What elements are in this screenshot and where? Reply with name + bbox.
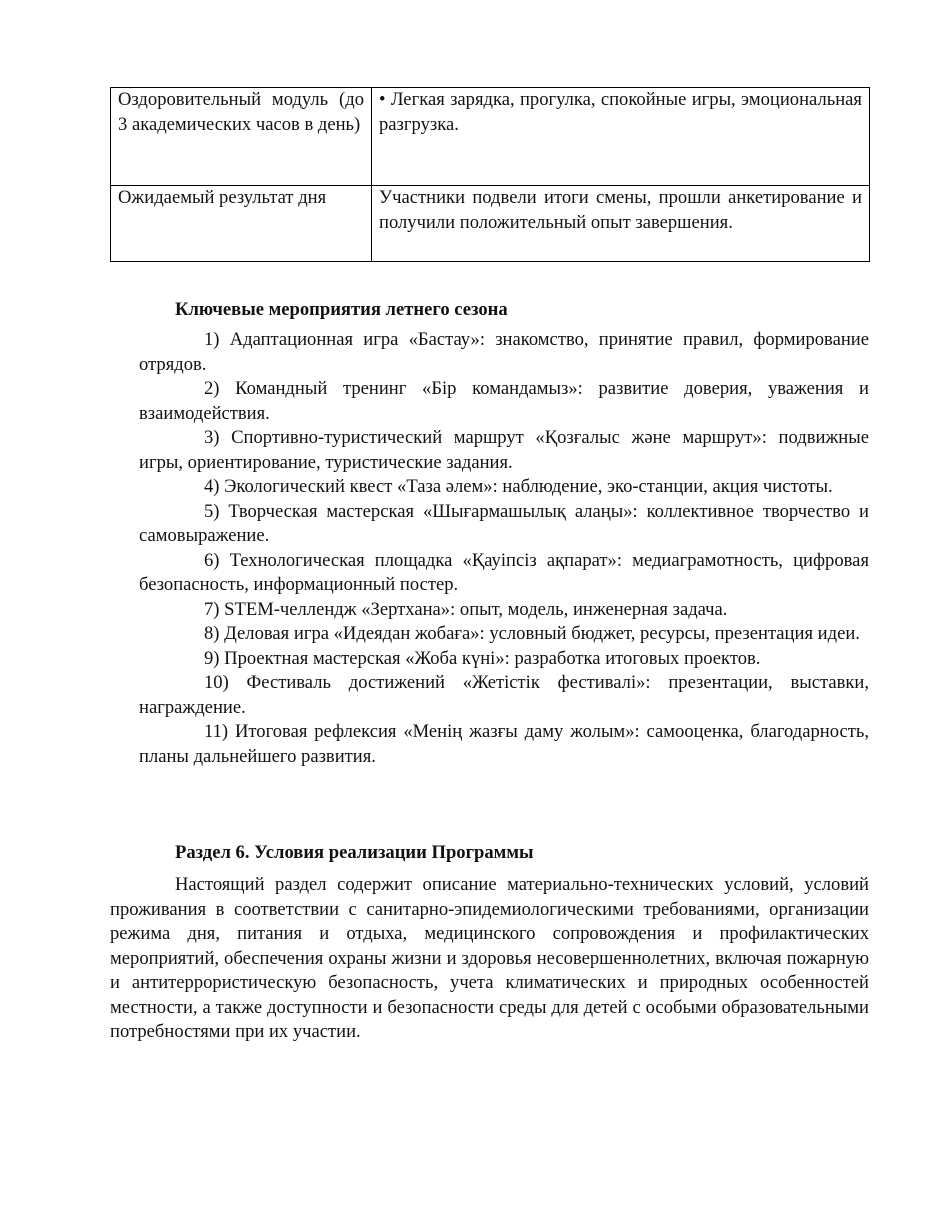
events-heading: Ключевые мероприятия летнего сезона [175,299,508,320]
expected-result-label: Ожидаемый результат дня [118,187,327,208]
health-module-label: Оздоровительный модуль (до 3 академических часов в день) [118,89,364,135]
list-item: 5) Творческая мастерская «Шығармашылық алаңы»: коллективное творчество и самовыражение. [139,500,869,546]
list-item: 1) Адаптационная игра «Бастау»: знакомство, принятие правил, формирование отрядов. [139,329,869,375]
list-item: 8) Деловая игра «Идеядан жобаға»: условный бюджет, ресурсы, презентация идеи. [204,623,860,644]
schedule-table [110,87,870,262]
table-row [111,88,870,186]
table-cell-label [111,88,372,186]
health-module-content: • Легкая зарядка, прогулка, спокойные игры, эмоциональная разгрузка. [379,89,862,135]
section6-heading: Раздел 6. Условия реализации Программы [175,842,534,863]
list-item: 7) STEM-челлендж «Зертхана»: опыт, модель, инженерная задача. [204,598,728,620]
table-cell-content [372,88,870,186]
list-item: 3) Спортивно-туристический маршрут «Қозғалыс және маршрут»: подвижные игры, ориентирование, туристические задания. [139,427,869,473]
section6-paragraph: Настоящий раздел содержит описание материально-технических условий, условий проживания в соответствии с санитарно-эпидемиологическими требованиями, организации режима дня, питания и отдыха, медицинского сопровождения и профилактических мероприятий, обеспечения охраны жизни и здоровья несовершеннолетних, включая пожарную и антитеррористическую безопасность, учета климатических и природных особенностей местности, а также доступности и безопасности среды для детей с особыми образовательными потребностями при их участии. [110,874,869,1042]
list-item: 10) Фестиваль достижений «Жетістік фестивалі»: презентации, выставки, награждение. [139,672,869,718]
list-item: 9) Проектная мастерская «Жоба күні»: разработка итоговых проектов. [204,647,761,669]
list-item: 4) Экологический квест «Таза әлем»: наблюдение, эко-станции, акция чистоты. [204,476,833,497]
list-item: 6) Технологическая площадка «Қауіпсіз ақпарат»: медиаграмотность, цифровая безопасность, информационный постер. [139,549,869,595]
expected-result-content: Участники подвели итоги смены, прошли анкетирование и получили положительный опыт завершения. [379,187,862,233]
table-row [111,186,870,262]
list-item: 11) Итоговая рефлексия «Менің жазғы даму жолым»: самооценка, благодарность, планы дальнейшего развития. [139,721,869,767]
events-list [139,328,869,769]
table-cell-content [372,186,870,262]
table-cell-label [111,186,372,262]
list-item: 2) Командный тренинг «Бір командамыз»: развитие доверия, уважения и взаимодействия. [139,378,869,424]
